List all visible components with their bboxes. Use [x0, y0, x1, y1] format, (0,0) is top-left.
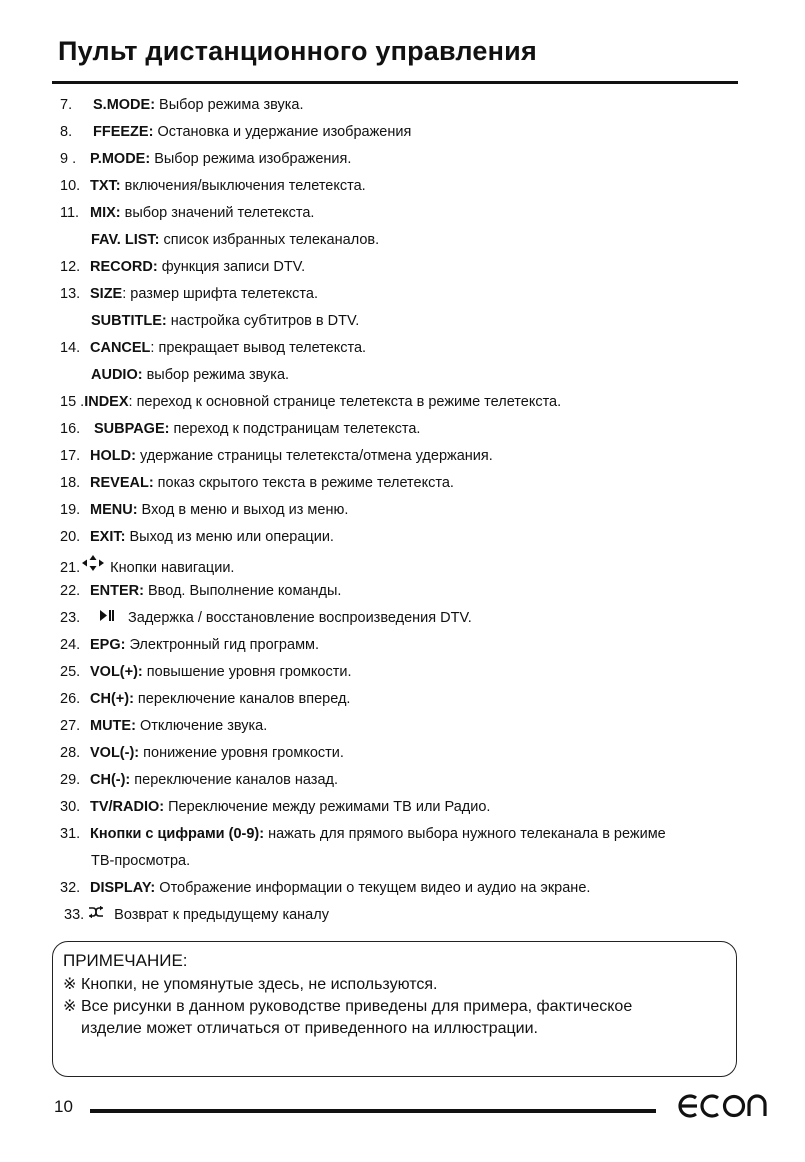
item-key: SUBPAGE: — [94, 421, 170, 437]
item-number: 24. — [60, 637, 81, 653]
list-item — [60, 771, 760, 798]
item-number: 32. — [60, 880, 81, 896]
item-key: FFEEZE: — [93, 124, 154, 140]
list-item — [60, 393, 760, 420]
item-number: 20. — [60, 529, 81, 545]
item-key: Кнопки с цифрами (0-9): — [90, 826, 265, 842]
item-number: 27. — [60, 718, 81, 734]
item-key: AUDIO: — [91, 367, 143, 383]
item-number: 25. — [60, 664, 81, 680]
item-key: INDEX — [84, 394, 129, 410]
list-item — [60, 690, 760, 717]
item-number: 14. — [60, 340, 81, 356]
list-item — [60, 312, 760, 339]
item-desc: удержание страницы телетекста/отмена удержания. — [135, 448, 493, 464]
item-number: 16. — [60, 421, 81, 437]
list-item — [60, 798, 760, 825]
list-item — [60, 339, 760, 366]
item-number: 28. — [60, 745, 81, 761]
item-desc: нажать для прямого выбора нужного телеканала в режиме — [264, 826, 666, 842]
play-pause-icon — [100, 609, 114, 628]
item-key: VOL(-): — [90, 745, 140, 761]
item-key: RECORD: — [90, 259, 158, 275]
item-desc: Выбор режима звука. — [155, 97, 304, 113]
item-number: 31. — [60, 826, 81, 842]
item-desc: показ скрытого текста в режиме телетекста. — [153, 475, 454, 491]
item-number: 17. — [60, 448, 81, 464]
page-title: Пульт дистанционного управления — [58, 36, 537, 66]
item-number: 19. — [60, 502, 81, 518]
item-key: VOL(+): — [90, 664, 143, 680]
item-desc: понижение уровня громкости. — [139, 745, 344, 761]
item-desc: Отображение информации о текущем видео и аудио на экране. — [155, 880, 591, 896]
list-item — [60, 825, 760, 879]
item-key: MENU: — [90, 502, 138, 518]
note-title: ПРИМЕЧАНИЕ: — [63, 951, 188, 970]
item-key: ENTER: — [90, 583, 144, 599]
note-text: Все рисунки в данном руководстве приведены для примера, фактическое — [81, 998, 633, 1015]
footer-divider — [90, 1109, 656, 1113]
item-number: 23. — [60, 610, 81, 626]
item-desc: настройка субтитров в DTV. — [166, 313, 360, 329]
item-desc: выбор значений телетекста. — [120, 205, 315, 221]
item-key: MIX: — [90, 205, 121, 221]
title-divider — [52, 81, 738, 84]
list-item — [60, 204, 760, 231]
list-item — [60, 744, 760, 771]
item-desc: Остановка и удержание изображения — [153, 124, 412, 140]
item-number: 11. — [60, 205, 80, 221]
list-item — [60, 555, 760, 582]
item-desc: Выбор режима изображения. — [150, 151, 352, 167]
item-number: 30. — [60, 799, 81, 815]
item-key: CANCEL — [90, 340, 151, 356]
item-key: TV/RADIO: — [90, 799, 165, 815]
remote-button-list — [60, 96, 760, 933]
note-box — [52, 941, 737, 1077]
list-item — [60, 528, 760, 555]
list-item — [60, 636, 760, 663]
reference-mark-icon: ※ — [63, 976, 77, 993]
item-desc: Возврат к предыдущему каналу — [114, 907, 329, 923]
item-number: 12. — [60, 259, 81, 275]
item-key: SIZE — [90, 286, 123, 302]
nav-arrows-icon — [82, 555, 104, 578]
item-number: 29. — [60, 772, 81, 788]
item-desc: Переключение между режимами ТВ или Радио. — [164, 799, 491, 815]
item-number: 13. — [60, 286, 81, 302]
item-number: 8. — [60, 124, 73, 140]
item-number: 15 . — [60, 394, 85, 410]
item-key: FAV. LIST: — [91, 232, 160, 248]
item-key: REVEAL: — [90, 475, 154, 491]
list-item — [60, 150, 760, 177]
item-number: 7. — [60, 97, 73, 113]
item-key: CH(+): — [90, 691, 134, 707]
list-item — [60, 96, 760, 123]
item-desc: : переход к основной странице телетекста в режиме телетекста. — [128, 394, 562, 410]
item-desc: : прекращает вывод телетекста. — [150, 340, 367, 356]
list-item — [60, 177, 760, 204]
item-number: 26. — [60, 691, 81, 707]
note-line-continued: изделие может отличаться от приведенного на иллюстрации. — [81, 1020, 538, 1037]
item-number: 9 . — [60, 151, 77, 167]
item-desc: выбор режима звука. — [142, 367, 290, 383]
list-item — [60, 906, 760, 933]
recall-icon — [86, 906, 106, 925]
list-item — [60, 123, 760, 150]
item-key: EPG: — [90, 637, 126, 653]
list-item — [60, 663, 760, 690]
reference-mark-icon: ※ — [63, 998, 77, 1015]
list-item — [60, 366, 760, 393]
note-text: Кнопки, не упомянутые здесь, не используются. — [81, 976, 438, 993]
item-key: TXT: — [90, 178, 121, 194]
item-number: 33. — [64, 907, 85, 923]
item-key: P.MODE: — [90, 151, 151, 167]
item-desc: переход к подстраницам телетекста. — [169, 421, 421, 437]
item-desc: Ввод. Выполнение команды. — [143, 583, 342, 599]
item-number: 21. — [60, 560, 81, 576]
item-desc: Электронный гид программ. — [125, 637, 320, 653]
item-key: SUBTITLE: — [91, 313, 167, 329]
item-desc: Выход из меню или операции. — [125, 529, 334, 545]
item-key: EXIT: — [90, 529, 126, 545]
item-desc: переключение каналов вперед. — [133, 691, 351, 707]
list-item — [60, 285, 760, 312]
item-key: DISPLAY: — [90, 880, 156, 896]
item-key: S.MODE: — [93, 97, 156, 113]
list-item — [60, 231, 760, 258]
item-number: 10. — [60, 178, 81, 194]
list-item — [60, 420, 760, 447]
item-desc: Отключение звука. — [135, 718, 268, 734]
item-key: HOLD: — [90, 448, 136, 464]
item-desc-continued: ТВ-просмотра. — [91, 853, 191, 869]
item-number: 18. — [60, 475, 81, 491]
list-item — [60, 609, 760, 636]
list-item — [60, 501, 760, 528]
list-item — [60, 717, 760, 744]
item-key: CH(-): — [90, 772, 131, 788]
item-desc: Кнопки навигации. — [110, 560, 235, 576]
item-desc: Задержка / восстановление воспроизведения DTV. — [128, 610, 472, 626]
list-item — [60, 447, 760, 474]
note-line — [63, 996, 726, 1018]
item-desc: переключение каналов назад. — [130, 772, 339, 788]
item-desc: повышение уровня громкости. — [142, 664, 352, 680]
note-line — [63, 974, 726, 996]
item-key: MUTE: — [90, 718, 136, 734]
list-item — [60, 258, 760, 285]
item-desc: список избранных телеканалов. — [159, 232, 380, 248]
econ-logo — [678, 1089, 772, 1123]
item-desc: : размер шрифта телетекста. — [122, 286, 318, 302]
list-item — [60, 879, 760, 906]
item-number: 22. — [60, 583, 81, 599]
list-item — [60, 582, 760, 609]
item-desc: функция записи DTV. — [157, 259, 306, 275]
list-item — [60, 474, 760, 501]
page-number: 10 — [54, 1097, 73, 1116]
item-desc: включения/выключения телетекста. — [120, 178, 366, 194]
item-desc: Вход в меню и выход из меню. — [137, 502, 349, 518]
